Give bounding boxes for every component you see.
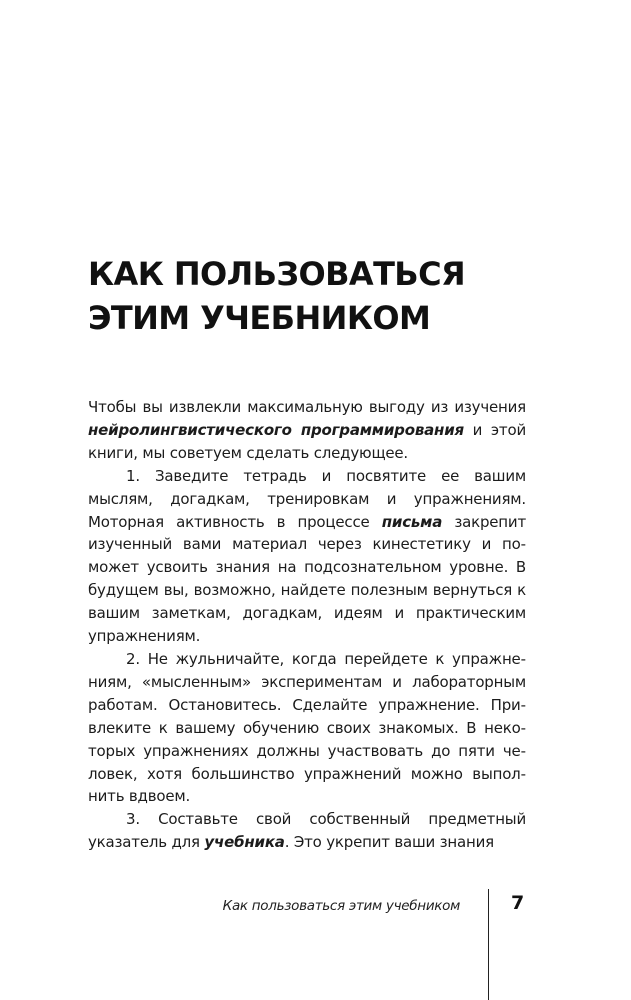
item-2-text: 2. Не жульничайте, когда перейдете к упражнениям, «мысленным» экспериментам и лабораторным работам. Остановитесь. Сделайте упражнение. Привлеките к вашему обучению своих знакомых. В некоторых упражнениях должны участвовать до пяти человек, хотя большинство упражнений можно выполнить вдвоем.: [88, 649, 526, 806]
intro-text-start: Чтобы вы извлекли максимальную выгоду из изучения: [88, 398, 526, 416]
body-text: [88, 396, 526, 854]
chapter-title-line-2: ЭТИМ УЧЕБНИКОМ: [88, 299, 431, 337]
footer-divider: [488, 889, 489, 1000]
item-3-text-start: 3. Составьте свой собственный предметный указатель для: [88, 810, 526, 852]
item-3-text-end: . Это укрепит ваши знания: [284, 833, 495, 852]
item-1-text-end: закрепит изученный вами материал через кинестетику и поможет усвоить знания на подсознательном уровне. В будущем вы, возможно, найдете полезным вернуться к вашим заметкам, догадкам, идеям и практическим упражнениям.: [88, 512, 526, 646]
page-number: 7: [511, 892, 525, 914]
intro-paragraph: [88, 396, 526, 465]
item-1-emphasis: письма: [381, 512, 443, 531]
intro-emphasis: нейролингвистического программирования: [88, 420, 464, 439]
running-footer-title: Как пользоваться этим учебником: [222, 898, 460, 914]
item-1-text-start: 1. Заведите тетрадь и посвятите ее вашим мыслям, догадкам, тренировкам и упражнениям. Моторная активность в процессе: [88, 466, 526, 531]
intro-text-end: и этой книги, мы советуем сделать следующее.: [88, 420, 526, 462]
list-item-2: [88, 648, 526, 808]
list-item-1: [88, 465, 526, 648]
list-item-3: [88, 808, 526, 854]
chapter-title: [88, 252, 558, 340]
item-3-emphasis: учебника: [204, 833, 285, 852]
chapter-title-line-1: КАК ПОЛЬЗОВАТЬСЯ: [88, 255, 466, 293]
